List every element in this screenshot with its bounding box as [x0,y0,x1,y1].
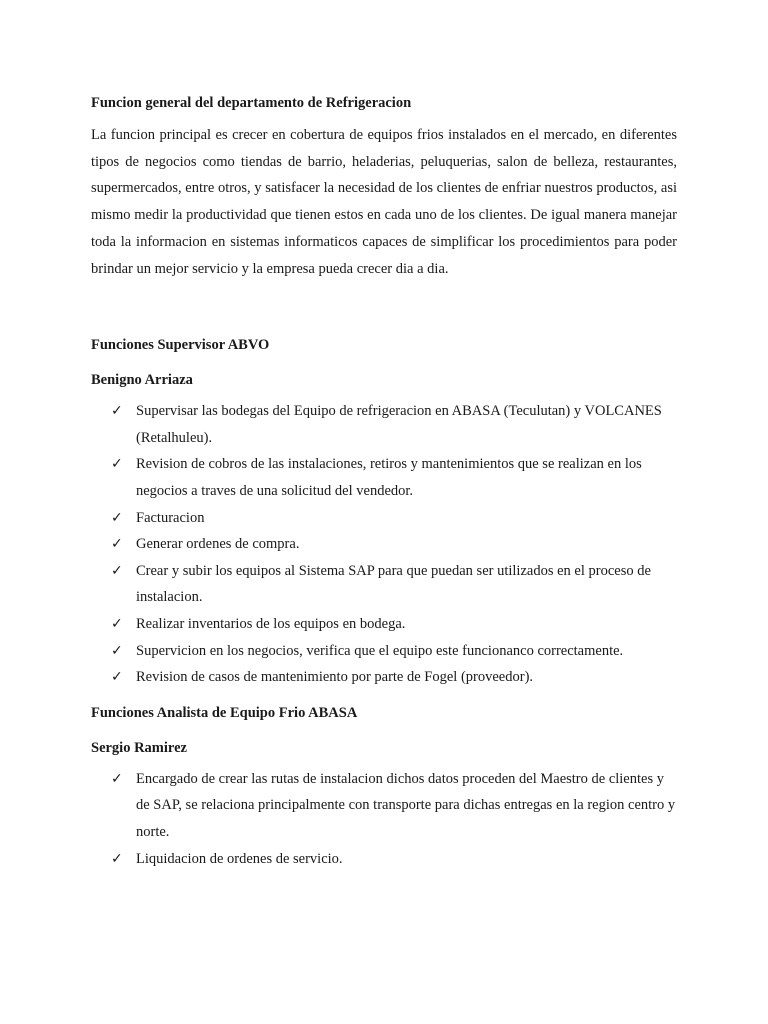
check-icon: ✓ [111,615,123,632]
check-icon: ✓ [111,403,123,420]
list-item [91,611,677,638]
list-item [91,398,677,451]
section-title-general: Funcion general del departamento de Refrigeracion [91,95,412,111]
list-item [91,505,677,532]
document-page [91,90,677,872]
list-item-text: Encargado de crear las rutas de instalacion dichos datos proceden del Maestro de clientes y de SAP, se relaciona principalmente con transporte para dichas entregas en la region centro y norte. [136,770,676,840]
check-icon: ✓ [111,456,123,473]
list-item-text: Crear y subir los equipos al Sistema SAP para que puedan ser utilizados en el proceso de instalacion. [136,562,651,606]
spacer [91,282,677,332]
list-item [91,451,677,504]
check-icon: ✓ [111,669,123,686]
list-item-text: Supervicion en los negocios, verifica que el equipo este funcionanco correctamente. [136,642,624,659]
check-icon: ✓ [111,850,123,867]
list-item-text: Liquidacion de ordenes de servicio. [136,850,343,867]
supervisor-duties-list [91,398,677,691]
analista-duties-list [91,766,677,872]
list-item-text: Facturacion [136,509,205,526]
section-title-supervisor: Funciones Supervisor ABVO [91,337,270,354]
list-item-text: Supervisar las bodegas del Equipo de refrigeracion en ABASA (Teculutan) y VOLCANES (Retalhuleu). [136,403,662,446]
person-name-analista: Sergio Ramirez [91,739,187,756]
check-icon: ✓ [111,642,123,659]
list-item [91,766,677,846]
list-item-text: Generar ordenes de compra. [136,536,300,553]
list-item [91,664,677,691]
list-item [91,531,677,558]
check-icon: ✓ [111,562,123,579]
check-icon: ✓ [111,509,123,526]
check-icon: ✓ [111,770,123,787]
section-body-general: La funcion principal es crecer en cobertura de equipos frios instalados en el mercado, en diferentes tipos de negocios como tiendas de barrio, heladerias, peluquerias, salon de belleza, restaurantes, supermercados, entre otros, y satisfacer la necesidad de los clientes de enfriar nuestros productos, asi mismo medir la productividad que tienen estos en cada uno de los clientes. De igual manera manejar toda la informacion en sistemas informaticos capaces de simplificar los procedimientos para poder brindar un mejor servicio y la empresa pueda crecer dia a dia. [91,127,677,277]
spacer [91,358,677,367]
section-title-analista: Funciones Analista de Equipo Frio ABASA [91,704,358,721]
list-item [91,638,677,665]
check-icon: ✓ [111,536,123,553]
list-item-text: Revision de cobros de las instalaciones, retiros y mantenimientos que se realizan en los negocios a traves de una solicitud del vendedor. [136,456,642,499]
person-name-supervisor: Benigno Arriaza [91,372,193,389]
spacer [91,726,677,735]
list-item-text: Revision de casos de mantenimiento por parte de Fogel (proveedor). [136,669,534,686]
list-item [91,846,677,873]
list-item [91,558,677,611]
list-item-text: Realizar inventarios de los equipos en bodega. [136,615,406,632]
spacer [91,691,677,700]
